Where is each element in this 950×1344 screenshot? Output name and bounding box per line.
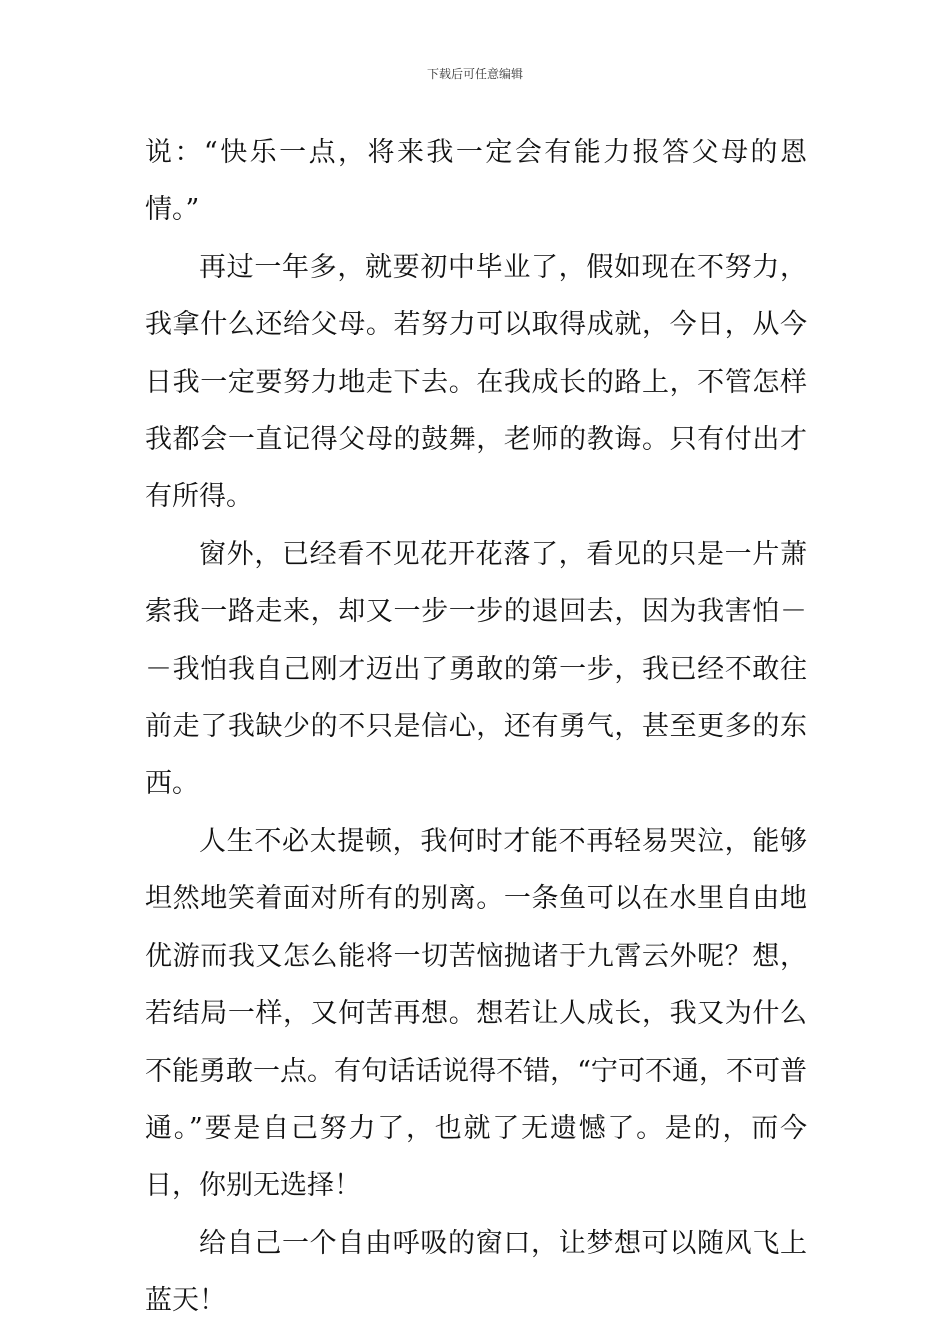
paragraph-4: 人生不必太提顿，我何时才能不再轻易哭泣，能够坦然地笑着面对所有的别离。一条鱼可以在水里自由地优游而我又怎么能将一切苦恼抛诸于九霄云外呢？想，若结局一样，又何苦再想。想若让人成长，我又为什么不能勇敢一点。有句话话说得不错，“宁可不通，不可普通。”要是自己努力了，也就了无遗憾了。是的，而今日，你别无选择！ bbox=[145, 825, 807, 1202]
paragraph-5: 给自己一个自由呼吸的窗口，让梦想可以随风飞上蓝天！ bbox=[145, 1227, 807, 1317]
document-body bbox=[145, 124, 807, 1330]
paragraph-1: 说：“快乐一点，将来我一定会有能力报答父母的恩情。” bbox=[145, 137, 807, 226]
page-header-note: 下载后可任意编辑 bbox=[426, 67, 523, 81]
paragraph-2: 再过一年多，就要初中毕业了，假如现在不努力，我拿什么还给父母。若努力可以取得成就，今日，从今日我一定要努力地走下去。在我成长的路上，不管怎样我都会一直记得父母的鼓舞，老师的教诲。只有付出才有所得。 bbox=[145, 251, 807, 513]
paragraph-3: 窗外，已经看不见花开花落了，看见的只是一片萧索我一路走来，却又一步一步的退回去，因为我害怕－－我怕我自己刚才迈出了勇敢的第一步，我已经不敢往前走了我缺少的不只是信心，还有勇气，甚至更多的东西。 bbox=[145, 538, 807, 800]
